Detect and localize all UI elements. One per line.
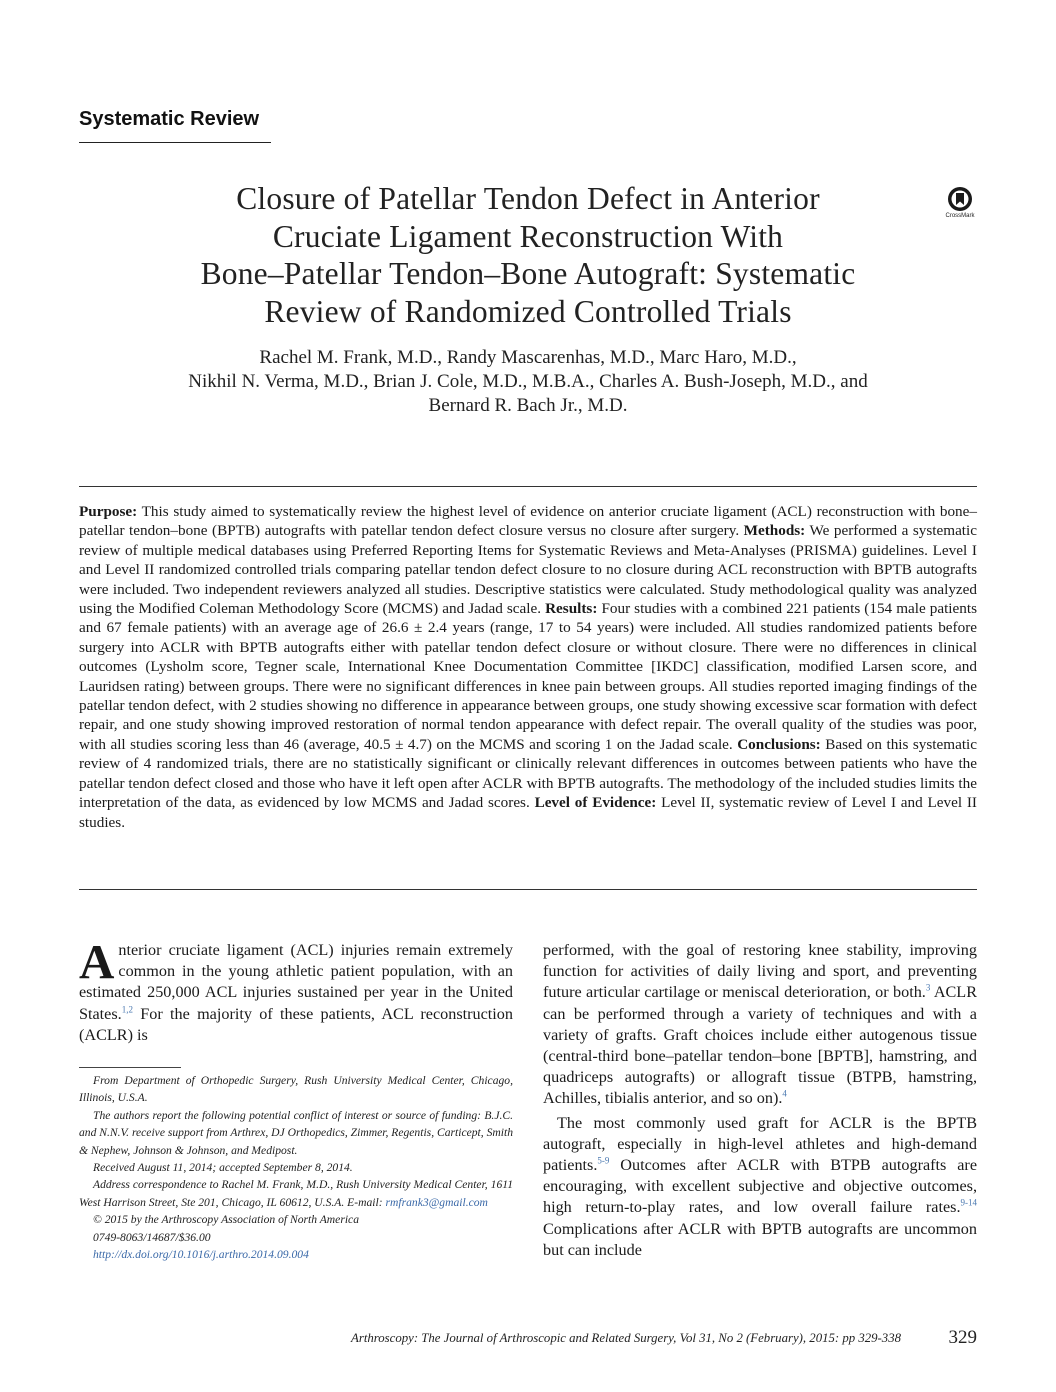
author-list <box>79 346 977 418</box>
journal-citation: Arthroscopy: The Journal of Arthroscopic and Related Surgery, Vol 31, No 2 (February), 2015: pp 329-338 <box>351 1331 901 1345</box>
address-text: Address correspondence to Rachel M. Frank, M.D., Rush University Medical Center, 1611 West Harrison Street, Ste 201, Chicago, IL 60612, U.S.A. E-mail: <box>79 1178 513 1209</box>
footnote-conflict: The authors report the following potential conflict of interest or source of funding: B.J.C. and N.N.V. receive support from Arthrex, DJ Orthopedics, Zimmer, Regentis, Carticept, Smith & Nephew, Johnson & Johnson, and Medipost. <box>79 1108 513 1157</box>
article-title <box>140 180 916 330</box>
title-line: Review of Randomized Controlled Trials <box>264 293 792 329</box>
body-column-left <box>79 934 513 1046</box>
crossmark-badge[interactable] <box>944 186 976 219</box>
abstract <box>79 502 977 832</box>
title-line: Cruciate Ligament Reconstruction With <box>272 218 784 254</box>
abstract-results-text: Four studies with a combined 221 patients (154 male patients and 67 female patients) with an average age of 26.6 ± 2.4 years (range, 17 to 54 years) were included. All studies randomized patients before surgery into ACLR with BPTB autografts either with patellar tendon defect closure or without closure. There were no differences in clinical outcomes (Lysholm score, Tegner scale, International Knee Documentation Committee [IKDC] classification, modified Larsen score, and Lauridsen rating) between groups. There were no significant differences in knee pain between groups. All studies reported imaging findings of the patellar tendon defect, with 2 studies showing no difference in appearance between groups, one study showing excessive scar formation with defect repair, and one study showing improved restoration of normal tendon appearance with defect repair. The overall quality of the studies was poor, with all studies scoring less than 46 (average, 40.5 ± 4.7) on the MCMS and scoring 1 on the Jadad scale. <box>79 600 977 753</box>
email-link[interactable]: rmfrank3@gmail.com <box>385 1195 488 1209</box>
page-number: 329 <box>948 1327 977 1348</box>
footnote-received: Received August 11, 2014; accepted September 8, 2014. <box>93 1161 353 1175</box>
citation-ref[interactable]: 1,2 <box>121 1004 133 1015</box>
footnote-copyright: © 2015 by the Arthroscopy Association of North America <box>93 1213 360 1227</box>
body-paragraph <box>79 934 513 1046</box>
footnote-divider <box>79 1067 181 1068</box>
footnotes <box>79 1072 513 1263</box>
abstract-methods-text: We performed a systematic review of multiple medical databases using Preferred Reporting Items for Systematic Reviews and Meta-Analyses (PRISMA) guidelines. Level I and Level II randomized controlled trials comparing patellar tendon defect closure to no closure during ACL reconstruction with BPTB autografts were included. Two independent reviewers analyzed all studies. Descriptive statistics were calculated. Study methodological quality was analyzed using the Modified Coleman Methodology Score (MCMS) and Jadad scale. <box>79 522 977 618</box>
section-divider <box>79 142 271 143</box>
title-line: Bone–Patellar Tendon–Bone Autograft: Systematic <box>200 256 856 291</box>
body-column-right <box>543 940 977 1261</box>
footnote-affiliation: From Department of Orthopedic Surgery, Rush University Medical Center, Chicago, Illinois, U.S.A. <box>79 1074 513 1105</box>
body-paragraph <box>543 940 977 1110</box>
author-line: Bernard R. Bach Jr., M.D. <box>428 395 628 416</box>
citation-ref[interactable]: 9-14 <box>960 1198 977 1209</box>
section-label: Systematic Review <box>79 108 260 130</box>
abstract-conclusions-text: Based on this systematic review of 4 randomized trials, there are no statistically significant or clinically relevant differences in outcomes between patients who have the patellar tendon defect closed and those who have it left open after ACLR with BPTB autografts. The methodology of the included studies limits the interpretation of the data, as evidenced by low MCMS and Jadad scores. <box>79 735 977 812</box>
citation-ref[interactable]: 4 <box>782 1089 787 1100</box>
crossmark-label: CrossMark <box>945 213 975 219</box>
body-text: ACLR can be performed through a variety of techniques and with a variety of grafts. Graft choices include either autogenous tissue (central-third bone–patellar tendon–bone [BPTB], hamstring, and quadriceps autografts) or allograft tissue (BTPB, hamstring, Achilles, tibialis anterior, and so on). <box>543 983 977 1108</box>
body-paragraph <box>543 1113 977 1261</box>
body-text: Complications after ACLR with BPTB autografts are uncommon but can include <box>543 1219 977 1259</box>
author-line: Nikhil N. Verma, M.D., Brian J. Cole, M.D., M.B.A., Charles A. Bush-Joseph, M.D., and <box>188 371 868 392</box>
author-line: Rachel M. Frank, M.D., Randy Mascarenhas, M.D., Marc Haro, M.D., <box>259 347 797 368</box>
abstract-level-label: Level of Evidence: <box>534 794 657 812</box>
abstract-conclusions-label: Conclusions: <box>737 735 821 753</box>
body-text: nterior cruciate ligament (ACL) injuries remain extremely common in the young athletic patient population, with an estimated 250,000 ACL injuries sustained per year in the United States. <box>79 941 513 1023</box>
body-text: For the majority of these patients, ACL reconstruction (ACLR) is <box>79 1004 513 1044</box>
footnote-issn: 0749-8063/14687/$36.00 <box>93 1230 211 1244</box>
abstract-methods-label: Methods: <box>743 522 806 540</box>
abstract-level-text: Level II, systematic review of Level I and Level II studies. <box>79 794 977 831</box>
abstract-results-label: Results: <box>545 600 598 618</box>
doi-link[interactable]: http://dx.doi.org/10.1016/j.arthro.2014.09.004 <box>93 1248 309 1262</box>
title-line: Closure of Patellar Tendon Defect in Anterior <box>236 181 820 216</box>
body-text: performed, with the goal of restoring knee stability, improving function for activities of daily living and sport, and preventing future articular cartilage or meniscal deterioration, or both. <box>543 941 977 1002</box>
abstract-bottom-rule <box>79 889 977 890</box>
abstract-purpose-text: This study aimed to systematically review the highest level of evidence on anterior cruciate ligament (ACL) reconstruction with bone–patellar tendon–bone (BPTB) autografts with patellar tendon defect closure versus no closure after surgery. <box>79 503 977 540</box>
body-text: The most commonly used graft for ACLR is the BPTB autograft, especially in high-level athletes and high-demand patients. <box>543 1113 977 1175</box>
drop-cap: A <box>79 934 115 989</box>
footnote-address <box>79 1176 513 1211</box>
abstract-top-rule <box>79 486 977 487</box>
body-text: Outcomes after ACLR with BTPB autografts are encouraging, with excellent subjective and objective outcomes, high return-to-play rates, and low overall failure rates. <box>543 1156 977 1217</box>
citation-ref[interactable]: 3 <box>925 983 931 994</box>
abstract-purpose-label: Purpose: <box>79 503 138 520</box>
citation-ref[interactable]: 5-9 <box>597 1155 610 1166</box>
crossmark-icon <box>947 186 973 212</box>
footnote-doi <box>79 1246 513 1263</box>
